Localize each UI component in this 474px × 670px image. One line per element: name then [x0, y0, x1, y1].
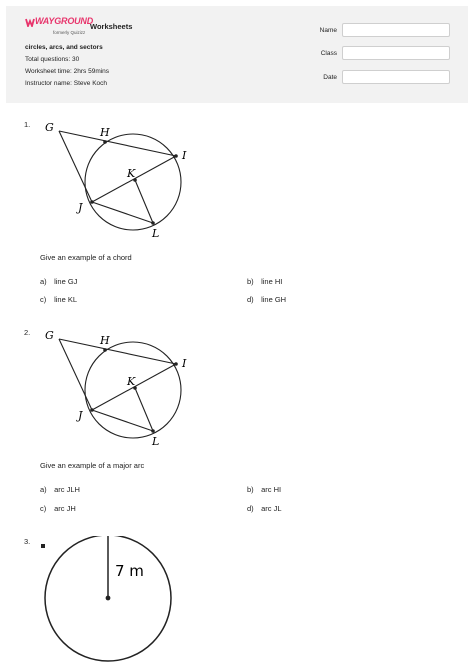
question-1-option-c[interactable]: c) line KL — [40, 295, 78, 304]
date-label: Date — [323, 74, 337, 81]
question-2-option-a[interactable]: a) arc JLH — [40, 485, 80, 494]
point-k-label: K — [127, 167, 136, 180]
worksheet-title: circles, arcs, and sectors — [25, 44, 103, 51]
class-field[interactable] — [342, 46, 450, 60]
question-3-diagram — [36, 536, 186, 670]
point-g-label: G — [45, 329, 54, 342]
point-k-label: K — [127, 375, 136, 388]
point-h-label: H — [100, 334, 110, 347]
date-field[interactable] — [342, 70, 450, 84]
logo-mark-icon — [25, 17, 35, 27]
point-i-label: I — [182, 357, 187, 370]
point-j-label: J — [78, 409, 83, 422]
question-1-diagram — [40, 116, 200, 244]
name-label: Name — [319, 27, 337, 34]
question-2-option-d[interactable]: d) arc JL — [247, 504, 282, 513]
question-1-number: 1. — [24, 120, 31, 129]
point-l-label: L — [152, 227, 160, 240]
app-title: Worksheets — [90, 22, 133, 31]
question-1-option-b[interactable]: b) line HI — [247, 277, 283, 286]
question-2-option-b[interactable]: b) arc HI — [247, 485, 282, 494]
question-1-text: Give an example of a chord — [40, 253, 132, 262]
radius-label: 7 m — [115, 562, 144, 580]
question-1-option-a[interactable]: a) line GJ — [40, 277, 78, 286]
question-1-option-d[interactable]: d) line GH — [247, 295, 287, 304]
point-g-label: G — [45, 121, 54, 134]
logo-subtitle: formerly Quizizz — [53, 30, 86, 35]
worksheet-header — [6, 6, 468, 103]
instructor-name: Instructor name: Steve Koch — [25, 80, 108, 87]
point-l-label: L — [152, 435, 160, 448]
question-2-diagram — [40, 324, 200, 452]
total-questions: Total questions: 30 — [25, 56, 80, 63]
point-i-label: I — [182, 149, 187, 162]
worksheet-time: Worksheet time: 2hrs 59mins — [25, 68, 110, 75]
point-j-label: J — [78, 201, 83, 214]
question-2-option-c[interactable]: c) arc JH — [40, 504, 76, 513]
name-field[interactable] — [342, 23, 450, 37]
class-label: Class — [320, 50, 337, 57]
question-2-text: Give an example of a major arc — [40, 461, 145, 470]
question-2-number: 2. — [24, 328, 31, 337]
point-h-label: H — [100, 126, 110, 139]
logo-text: WAYGROUND — [35, 16, 94, 26]
wayground-logo — [25, 16, 94, 38]
question-3-number: 3. — [24, 537, 31, 546]
